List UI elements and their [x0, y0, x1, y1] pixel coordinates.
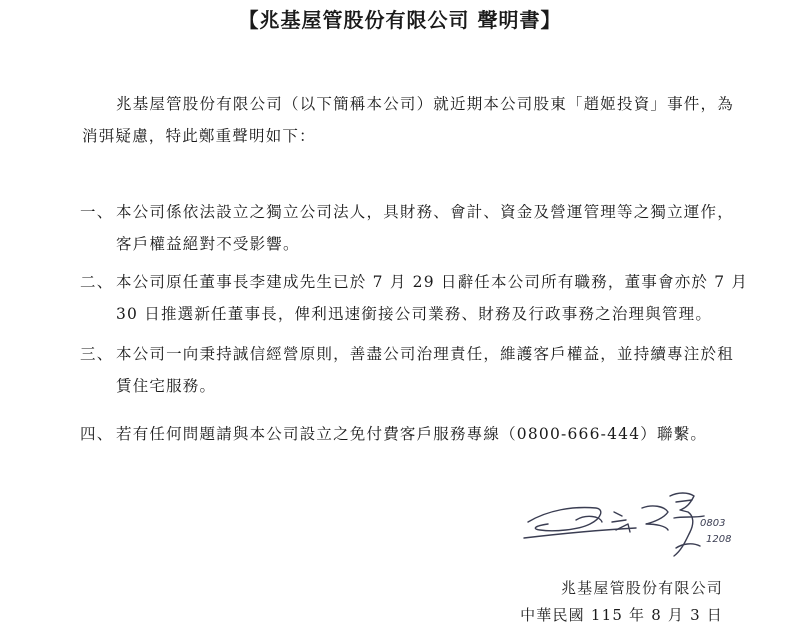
item-line-1: 本公司原任董事長李建成先生已於 7 月 29 日辭任本公司所有職務，董事會亦於 7 月 — [116, 273, 749, 291]
document-title: 【兆基屋管股份有限公司 聲明書】 — [238, 8, 562, 32]
statement-item-1 — [80, 196, 734, 260]
item-number: 二、 — [80, 273, 114, 291]
signature-note-bottom: 1208 — [706, 534, 732, 545]
item-number: 一、 — [80, 203, 114, 221]
statement-item-3 — [80, 338, 734, 402]
signature-note-top: 0803 — [700, 518, 726, 529]
item-line-2: 30 日推選新任董事長，俾利迅速銜接公司業務、財務及行政事務之治理與管理。 — [116, 305, 713, 323]
handwritten-signature — [518, 478, 748, 558]
intro-line-2: 消弭疑慮，特此鄭重聲明如下： — [82, 127, 316, 145]
intro-paragraph — [82, 88, 734, 152]
item-number: 四、 — [80, 425, 114, 443]
item-line-1: 本公司一向秉持誠信經營原則，善盡公司治理責任，維護客戶權益，並持續專注於租 — [116, 345, 734, 363]
statement-item-4 — [80, 418, 707, 450]
item-number: 三、 — [80, 345, 114, 363]
footer-company-name: 兆基屋管股份有限公司 — [560, 579, 723, 597]
item-line-1: 若有任何問題請與本公司設立之免付費客戶服務專線（0800-666-444）聯繫。 — [116, 425, 708, 443]
item-line-2: 賃住宅服務。 — [116, 377, 217, 395]
footer-date: 中華民國 115 年 8 月 3 日 — [520, 606, 723, 624]
intro-line-1: 兆基屋管股份有限公司（以下簡稱本公司）就近期本公司股東「趙姬投資」事件，為 — [116, 95, 734, 113]
statement-item-2 — [80, 266, 748, 330]
item-line-2: 客戶權益絕對不受影響。 — [116, 235, 300, 253]
item-line-1: 本公司係依法設立之獨立公司法人，具財務、會計、資金及營運管理等之獨立運作， — [116, 203, 734, 221]
